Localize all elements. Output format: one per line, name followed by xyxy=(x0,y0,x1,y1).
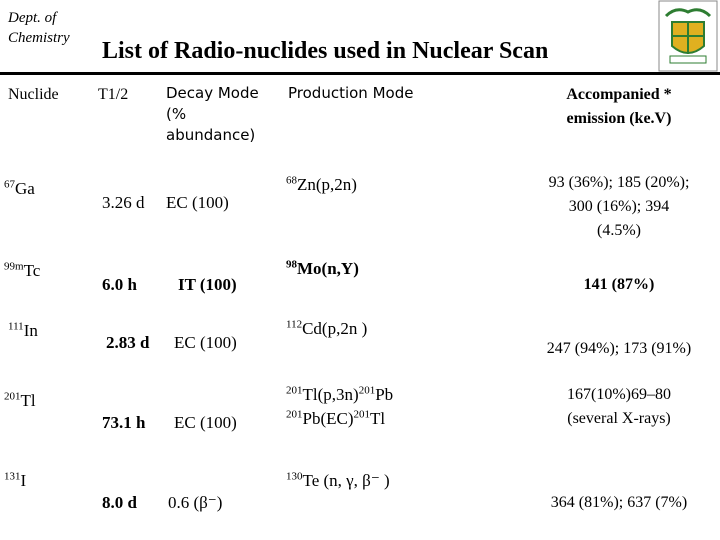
half-life-value: 2.83 d xyxy=(106,333,150,352)
mass-number: 131 xyxy=(4,470,21,483)
emission-line-1: 93 (36%); 185 (20%); xyxy=(548,174,690,191)
half-life-value: 3.26 d xyxy=(102,193,145,212)
production-mass: 68 xyxy=(286,174,297,187)
decay-cell xyxy=(160,379,278,463)
table-row xyxy=(0,463,720,540)
production-cell xyxy=(278,379,518,463)
element-symbol: I xyxy=(20,471,27,490)
half-life-cell xyxy=(92,463,160,540)
half-life-cell xyxy=(92,251,160,313)
production-text: Cd(p,2n ) xyxy=(302,319,368,338)
half-life-value: 6.0 h xyxy=(102,275,137,294)
mass-number: 67 xyxy=(4,178,15,191)
decay-value: EC (100) xyxy=(174,333,237,352)
emission-line-1: 167(10%)69–80 xyxy=(567,386,671,403)
emission-cell xyxy=(518,251,720,313)
header-decay-line-2: (% xyxy=(166,105,187,123)
production-cell xyxy=(278,163,518,251)
emission-line-2: 300 (16%); 394 xyxy=(568,198,670,215)
dept-line-1: Dept. of xyxy=(8,10,57,26)
production-product-mass: 201 xyxy=(353,408,370,421)
production-product-mass: 201 xyxy=(358,384,376,397)
header-half-life xyxy=(92,75,160,163)
production-product: Tl xyxy=(370,409,386,428)
production-text: Te (n, γ, β⁻ ) xyxy=(302,471,390,490)
nuclide-cell xyxy=(0,163,92,251)
emission-line-2: (several X-rays) xyxy=(567,410,671,427)
mass-number: 201 xyxy=(4,390,21,403)
decay-cell xyxy=(160,251,278,313)
nuclide-cell xyxy=(0,313,92,379)
header-decay-line-3: abundance) xyxy=(166,126,256,144)
page-title: List of Radio-nuclides used in Nuclear Scan xyxy=(102,38,549,64)
half-life-cell xyxy=(92,163,160,251)
emission-cell xyxy=(518,379,720,463)
element-symbol: Tc xyxy=(23,261,41,280)
element-symbol: In xyxy=(23,321,38,340)
half-life-cell xyxy=(92,379,160,463)
production-text: Zn(p,2n) xyxy=(297,175,357,194)
header-production-mode xyxy=(278,75,518,163)
half-life-value: 73.1 h xyxy=(102,413,146,432)
decay-value: EC (100) xyxy=(166,193,229,212)
emission-line-1: 364 (81%); 637 (7%) xyxy=(550,494,688,511)
university-seal-icon xyxy=(658,0,718,72)
half-life-cell xyxy=(92,313,160,379)
production-mass: 130 xyxy=(286,470,303,483)
header-decay-line-1: Decay Mode xyxy=(166,84,259,102)
mass-number: 111 xyxy=(8,320,24,333)
header-half-life-text: T1/2 xyxy=(98,86,129,103)
radionuclide-table xyxy=(0,75,720,540)
production-cell xyxy=(278,463,518,540)
header-emission-line-1: Accompanied * xyxy=(566,86,672,103)
nuclide-cell xyxy=(0,463,92,540)
header-production-text: Production Mode xyxy=(288,84,414,102)
header-nuclide xyxy=(0,75,92,163)
table-row xyxy=(0,313,720,379)
decay-value: IT (100) xyxy=(178,275,237,294)
production-cell xyxy=(278,251,518,313)
table-row xyxy=(0,251,720,313)
emission-cell xyxy=(518,163,720,251)
decay-cell xyxy=(160,313,278,379)
header-emission-line-2: emission (ke.V) xyxy=(566,110,672,127)
production-cell xyxy=(278,313,518,379)
production-product: Pb xyxy=(375,385,394,404)
mass-number: 99m xyxy=(4,260,24,273)
emission-line-1: 247 (94%); 173 (91%) xyxy=(546,340,692,357)
production-mass: 98 xyxy=(286,258,297,271)
department-label xyxy=(8,8,70,48)
nuclide-cell xyxy=(0,251,92,313)
nuclide-cell xyxy=(0,379,92,463)
production-text: Tl(p,3n) xyxy=(302,385,359,404)
production-text: Mo(n,Y) xyxy=(297,259,359,278)
production-text: Pb(EC) xyxy=(302,409,354,428)
production-mass: 112 xyxy=(286,318,303,331)
table-header-row xyxy=(0,75,720,163)
header-decay-mode xyxy=(160,75,278,163)
emission-line-1: 141 (87%) xyxy=(583,276,655,293)
emission-cell xyxy=(518,463,720,540)
decay-cell xyxy=(160,163,278,251)
element-symbol: Ga xyxy=(15,179,35,198)
table-row xyxy=(0,379,720,463)
element-symbol: Tl xyxy=(20,391,36,410)
production-mass: 201 xyxy=(286,408,303,421)
decay-value: 0.6 (β⁻) xyxy=(168,493,223,512)
production-mass: 201 xyxy=(286,384,303,397)
header-nuclide-text: Nuclide xyxy=(8,86,59,103)
emission-line-3: (4.5%) xyxy=(597,222,641,239)
emission-cell xyxy=(518,313,720,379)
decay-value: EC (100) xyxy=(174,413,237,432)
table-row xyxy=(0,163,720,251)
decay-cell xyxy=(160,463,278,540)
header-emission xyxy=(518,75,720,163)
half-life-value: 8.0 d xyxy=(102,493,137,512)
dept-line-2: Chemistry xyxy=(8,30,70,46)
